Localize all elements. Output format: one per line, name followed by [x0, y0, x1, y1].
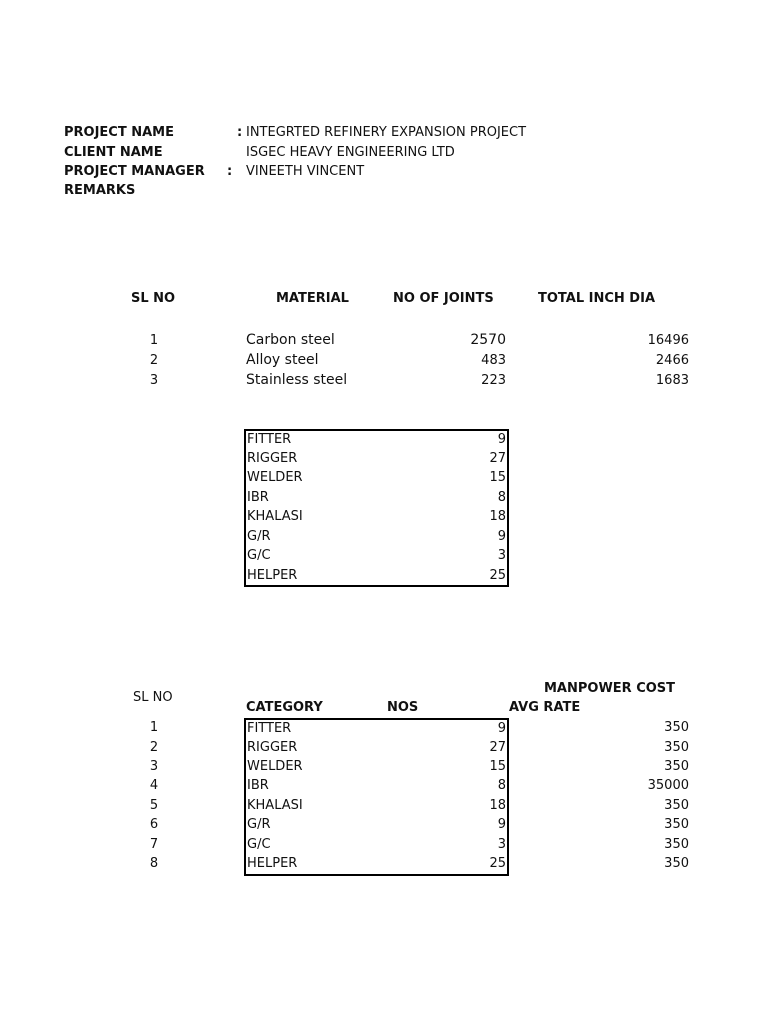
row-material: Stainless steel	[246, 372, 348, 388]
category-label: HELPER	[247, 568, 298, 583]
row-rate: 350	[664, 720, 689, 735]
row-sl: 1	[149, 720, 159, 735]
col-no-of-joints: NO OF JOINTS	[393, 291, 494, 306]
row-sl: 3	[149, 759, 159, 774]
row-sl: 8	[149, 856, 159, 871]
category-count: 18	[489, 509, 506, 524]
row-material: Carbon steel	[246, 332, 335, 348]
category-label: KHALASI	[247, 509, 303, 524]
row-nos: 9	[497, 817, 506, 832]
col-sl-no: SL NO	[131, 291, 176, 306]
category-label: G/C	[247, 548, 271, 563]
row-sl: 5	[149, 798, 159, 813]
category-count: 8	[497, 490, 506, 505]
row-material: Alloy steel	[246, 352, 319, 368]
category-label: IBR	[247, 490, 269, 505]
category-count: 25	[489, 568, 506, 583]
col-nos: NOS	[387, 700, 419, 715]
row-category: KHALASI	[247, 798, 303, 813]
row-joints: 223	[481, 373, 506, 388]
project-manager-label: PROJECT MANAGER	[64, 164, 205, 179]
project-name-colon: :	[237, 125, 243, 140]
row-inch-dia: 1683	[655, 373, 689, 388]
category-label: FITTER	[247, 432, 292, 447]
row-rate: 35000	[647, 778, 689, 793]
row-category: HELPER	[247, 856, 298, 871]
row-sl: 7	[149, 837, 159, 852]
col-avg-rate: AVG RATE	[509, 700, 581, 715]
row-rate: 350	[664, 759, 689, 774]
category-label: RIGGER	[247, 451, 298, 466]
row-nos: 15	[489, 759, 506, 774]
client-name-value: ISGEC HEAVY ENGINEERING LTD	[246, 145, 455, 160]
project-name-value: INTEGRTED REFINERY EXPANSION PROJECT	[246, 125, 527, 140]
row-inch-dia: 16496	[647, 333, 689, 348]
category-count: 9	[497, 432, 506, 447]
row-rate: 350	[664, 837, 689, 852]
col-sl-no: SL NO	[133, 690, 173, 705]
row-nos: 8	[497, 778, 506, 793]
row-category: FITTER	[247, 721, 292, 736]
row-category: RIGGER	[247, 740, 298, 755]
row-nos: 27	[489, 740, 506, 755]
remarks-label: REMARKS	[64, 183, 136, 198]
row-sl: 2	[149, 353, 159, 368]
row-category: WELDER	[247, 759, 303, 774]
category-count: 9	[497, 529, 506, 544]
row-category: G/R	[247, 817, 271, 832]
client-name-label: CLIENT NAME	[64, 145, 163, 160]
category-count: 3	[497, 548, 506, 563]
col-total-inch-dia: TOTAL INCH DIA	[538, 291, 655, 306]
row-category: IBR	[247, 778, 269, 793]
col-material: MATERIAL	[276, 291, 349, 306]
category-label: WELDER	[247, 470, 303, 485]
row-rate: 350	[664, 740, 689, 755]
category-count: 15	[489, 470, 506, 485]
row-inch-dia: 2466	[655, 353, 689, 368]
row-nos: 3	[497, 837, 506, 852]
row-joints: 2570	[470, 332, 506, 348]
project-manager-value: VINEETH VINCENT	[246, 164, 365, 179]
row-rate: 350	[664, 817, 689, 832]
row-sl: 3	[149, 373, 159, 388]
row-sl: 4	[149, 778, 159, 793]
row-nos: 18	[489, 798, 506, 813]
row-sl: 6	[149, 817, 159, 832]
cost-table-title: MANPOWER COST	[544, 681, 676, 696]
row-rate: 350	[664, 798, 689, 813]
col-category: CATEGORY	[246, 700, 323, 715]
row-sl: 2	[149, 740, 159, 755]
project-manager-colon: :	[227, 164, 233, 179]
row-joints: 483	[481, 353, 506, 368]
project-name-label: PROJECT NAME	[64, 125, 174, 140]
row-category: G/C	[247, 837, 271, 852]
category-count: 27	[489, 451, 506, 466]
row-nos: 9	[497, 721, 506, 736]
category-label: G/R	[247, 529, 271, 544]
row-nos: 25	[489, 856, 506, 871]
row-rate: 350	[664, 856, 689, 871]
row-sl: 1	[149, 333, 159, 348]
